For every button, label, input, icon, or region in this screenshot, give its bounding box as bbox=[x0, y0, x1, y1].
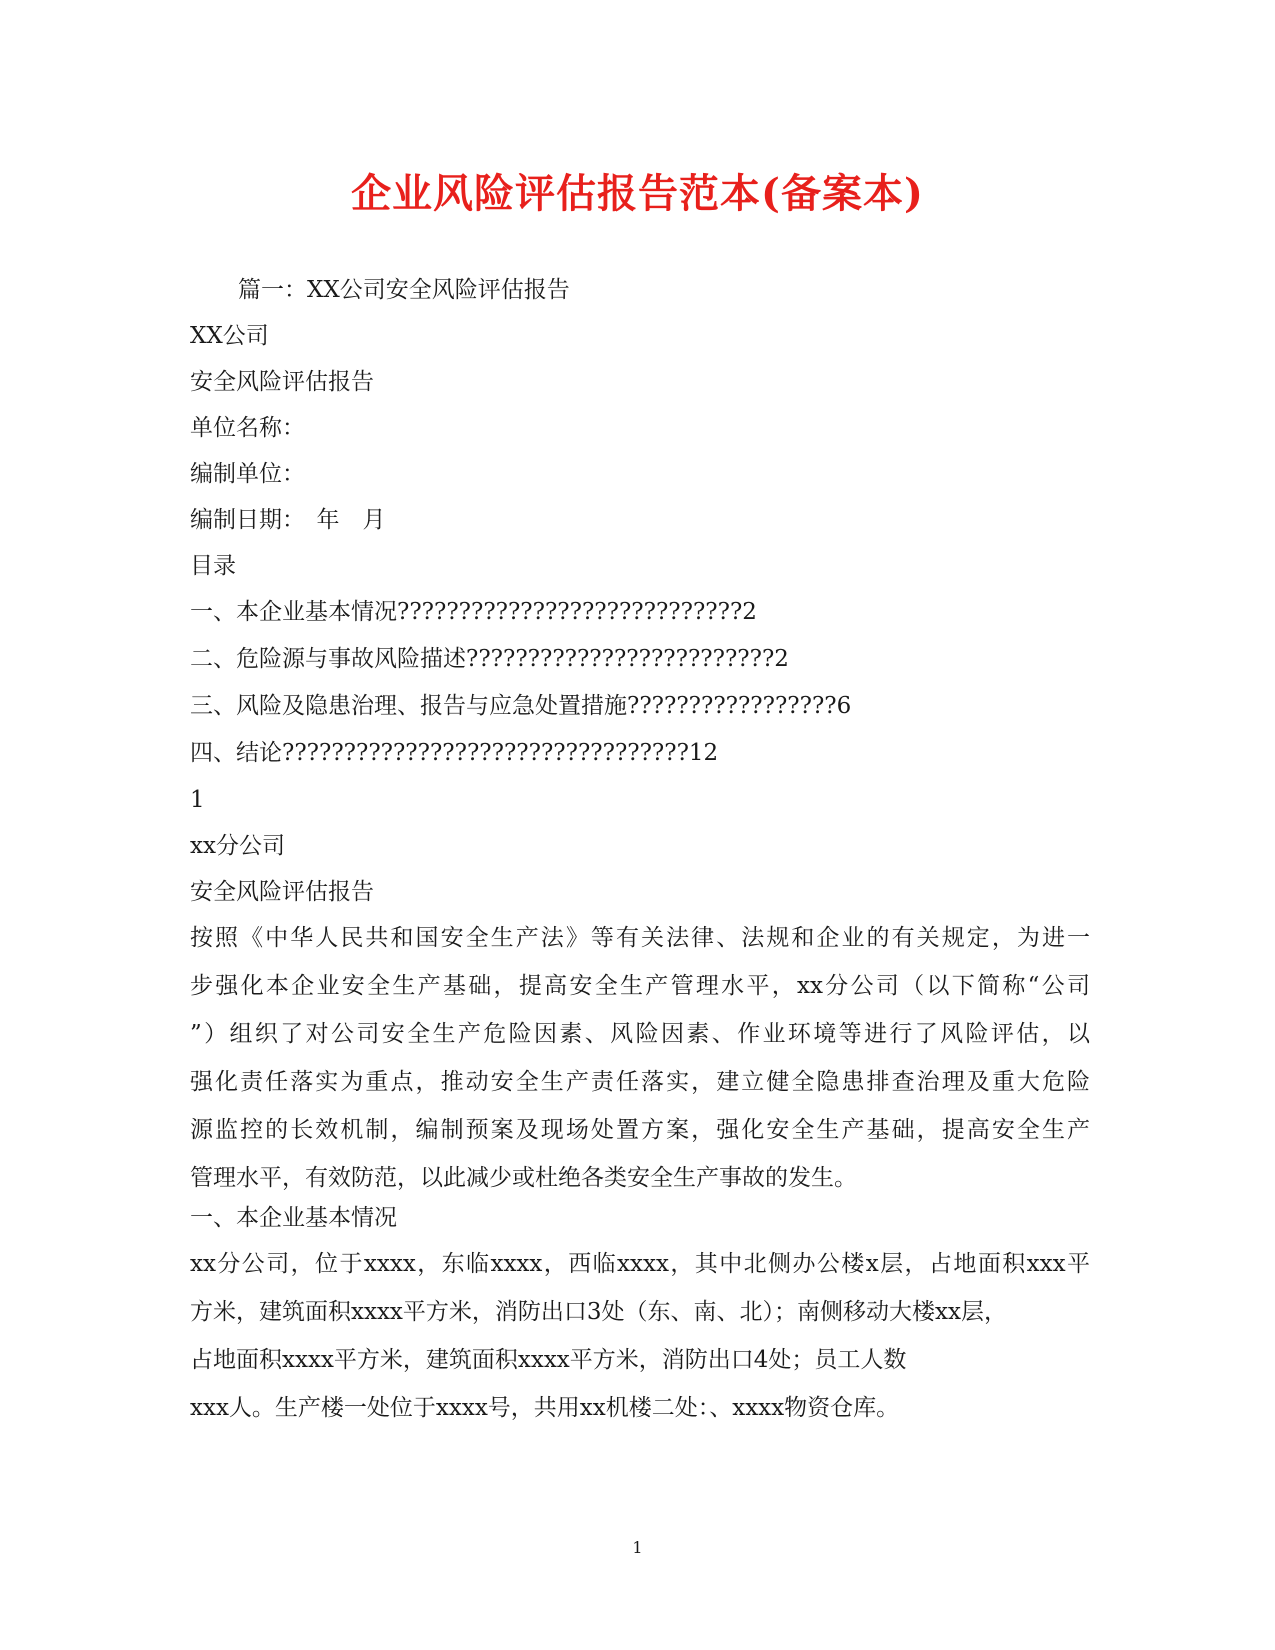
intro-line: 按照《中华人民共和国安全生产法》等有关法律、法规和企业的有关规定，为进一 bbox=[190, 925, 1090, 951]
document-title: 企业风险评估报告范本(备案本) bbox=[351, 170, 924, 217]
toc-page-marker: 1 bbox=[190, 787, 205, 813]
toc-heading: 目录 bbox=[190, 553, 236, 579]
intro-line: ”）组织了对公司安全生产危险因素、风险因素、作业环境等进行了风险评估，以 bbox=[190, 1021, 1090, 1047]
section1-paragraph bbox=[190, 1240, 1090, 1432]
body-report-name: 安全风险评估报告 bbox=[190, 879, 374, 905]
section1-line: 占地面积xxxx平方米，建筑面积xxxx平方米，消防出口4处；员工人数 bbox=[190, 1347, 907, 1373]
section1-line: xxx人。生产楼一处位于xxxx号，共用xx机楼二处：、xxxx物资仓库。 bbox=[190, 1395, 900, 1421]
intro-line: 管理水平，有效防范，以此减少或杜绝各类安全生产事故的发生。 bbox=[190, 1165, 857, 1191]
section-heading: 篇一：XX公司安全风险评估报告 bbox=[238, 277, 570, 303]
page-number: 1 bbox=[632, 1538, 643, 1557]
cover-unit-name: 单位名称： bbox=[190, 415, 305, 441]
cover-compiling-unit: 编制单位： bbox=[190, 461, 305, 487]
toc-item: 四、结论?????????????????????????????????12 bbox=[190, 740, 719, 766]
cover-compile-date: 编制日期： 年 月 bbox=[190, 507, 386, 533]
toc-item: 二、危险源与事故风险描述?????????????????????????2 bbox=[190, 646, 789, 672]
cover-company: XX公司 bbox=[190, 323, 269, 349]
intro-line: 强化责任落实为重点，推动安全生产责任落实，建立健全隐患排查治理及重大危险 bbox=[190, 1069, 1090, 1095]
intro-line: 步强化本企业安全生产基础，提高安全生产管理水平，xx分公司（以下简称“公司 bbox=[190, 973, 1090, 999]
body-branch: xx分公司 bbox=[190, 833, 285, 859]
section1-line: 方米，建筑面积xxxx平方米，消防出口3处（东、南、北）；南侧移动大楼xx层， bbox=[190, 1299, 1007, 1325]
section1-heading: 一、本企业基本情况 bbox=[190, 1205, 397, 1231]
intro-paragraph bbox=[190, 914, 1090, 1202]
cover-report-name: 安全风险评估报告 bbox=[190, 369, 374, 395]
toc-item: 三、风险及隐患治理、报告与应急处置措施?????????????????6 bbox=[190, 693, 852, 719]
intro-line: 源监控的长效机制，编制预案及现场处置方案，强化安全生产基础，提高安全生产 bbox=[190, 1117, 1090, 1143]
toc-item: 一、本企业基本情况????????????????????????????2 bbox=[190, 599, 757, 625]
section1-line: xx分公司，位于xxxx，东临xxxx，西临xxxx，其中北侧办公楼x层，占地面积xxx平 bbox=[190, 1251, 1090, 1277]
